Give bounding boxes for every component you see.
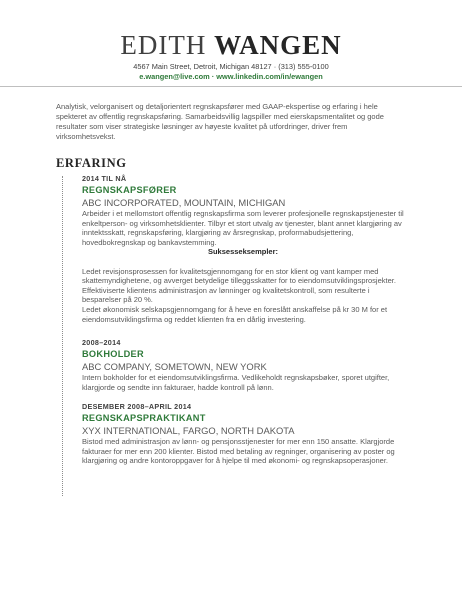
- job-entry: [82, 174, 404, 324]
- spacer: [82, 257, 404, 267]
- achievement-item: Ledet revisjonsprosessen for kvalitetsgjennomgang for en stor klient og vant kamper med skattemyndighetene, og avverget betydelige tilleggsskatter for to eiendomsutviklingsprosjekter.: [82, 266, 396, 286]
- job-entry: [82, 402, 404, 466]
- job-company: ABC COMPANY, SOMETOWN, NEW YORK: [82, 361, 267, 372]
- job-title: REGNSKAPSFØRER: [82, 185, 177, 195]
- last-name: WANGEN: [214, 30, 342, 60]
- job-description: Intern bokholder for et eiendomsutviklingsfirma. Vedlikeholdt regnskapsbøker, sporet utgifter, klargjorde og sendte inn fakturaer, hadde kontroll på lønn.: [82, 373, 390, 392]
- job-title: REGNSKAPSPRAKTIKANT: [82, 413, 206, 423]
- first-name: EDITH: [120, 30, 207, 60]
- job-date: 2014 TIL NÅ: [82, 174, 127, 183]
- job-company: XYX INTERNATIONAL, FARGO, NORTH DAKOTA: [82, 425, 295, 436]
- candidate-name: [0, 30, 462, 60]
- email-linkedin-line[interactable]: e.wangen@live.com · www.linkedin.com/in/ewangen: [139, 72, 323, 81]
- header-divider: [0, 86, 462, 87]
- job-date: DESEMBER 2008–APRIL 2014: [82, 402, 192, 411]
- summary-paragraph: Analytisk, velorganisert og detaljorientert regnskapsfører med GAAP-ekspertise og erfaring i hele spekteret av offentlig regnskapsføring. Samarbeidsvillig lagspiller med eierskapsmentalitet og gode resultater som viser strategiske løsninger av høyeste kvalitet på utfordringer, driver frem virksomhetsvekst.: [56, 102, 384, 141]
- job-title: BOKHOLDER: [82, 349, 144, 359]
- timeline-line: [62, 176, 63, 496]
- job-description: Arbeider i et mellomstort offentlig regnskapsfirma som leverer profesjonelle regnskapstjenester til enkeltperson- og virksomhetsklienter. Tilbyr et stort utvalg av tjenester, blant annet klargjøring av inntektsskatt, regnskapsføring, klargjøring av årsregnskap, proformabudsjettering, hovedbokregnskap og bankavstemming.: [82, 209, 404, 247]
- job-company: ABC INCORPORATED, MOUNTAIN, MICHIGAN: [82, 197, 286, 208]
- job-entry: [82, 338, 404, 392]
- experience-heading: ERFARING: [56, 156, 127, 170]
- address-phone-line: 4567 Main Street, Detroit, Michigan 48127 · (313) 555-0100: [133, 62, 329, 71]
- achievements-heading: Suksesseksempler:: [207, 247, 279, 257]
- job-date: 2008–2014: [82, 338, 121, 347]
- achievement-item: Ledet økonomisk selskapsgjennomgang for å heve en foreslått anskaffelse på kr 30 M for et eiendomsutviklingsfirma og reddet klienten fra en dårlig investering.: [82, 304, 388, 324]
- achievement-item: Effektiviserte klientens administrasjon av lønninger og kvalitetskontroll, som resulterte i besparelser på 20 %.: [82, 285, 370, 305]
- resume-header: [0, 0, 462, 82]
- job-description: Bistod med administrasjon av lønn- og pensjonsstjenester for mer enn 150 ansatte. Klargjorde fakturaer for mer enn 200 klienter. Bistod med betaling av regninger, organisering av poster og klargjøring og andre kontoroppgaver for å hjelpe til med økonomi- og regnskapsoperasjoner.: [82, 437, 395, 466]
